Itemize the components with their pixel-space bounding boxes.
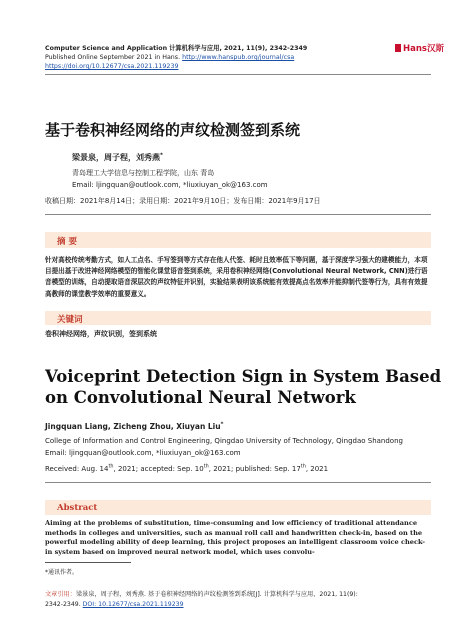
- cn-title: 基于卷积神经网络的声纹检测签到系统: [45, 121, 301, 139]
- citation-block: [45, 590, 358, 610]
- en-dates: [45, 465, 328, 473]
- cn-authors-mark: *: [160, 152, 163, 159]
- journal-name-en: Computer Science and Application: [45, 45, 168, 52]
- published-line: [45, 53, 294, 62]
- en-accepted-th: th: [203, 463, 209, 470]
- en-authors-mark: *: [220, 421, 224, 428]
- cn-affiliation-block: [72, 167, 268, 191]
- footnote-rule: [45, 562, 131, 563]
- journal-url-link[interactable]: http://www.hanspub.org/journal/csa: [182, 54, 295, 61]
- citation-line1: [45, 590, 358, 600]
- citation-line2: [45, 600, 358, 610]
- en-received-year: , 2021: [113, 465, 136, 473]
- en-accepted-year: , 2021: [208, 465, 232, 473]
- hans-logo-mark-icon: [395, 44, 401, 52]
- cn-abstract-heading-box: [45, 232, 431, 248]
- footnote: *通讯作者。: [45, 569, 79, 576]
- citation-doi-link[interactable]: DOI: 10.12677/csa.2021.119239: [82, 601, 184, 608]
- en-published-year: , 2021: [305, 465, 329, 473]
- cn-affiliation: 青岛理工大学信息与控制工程学院，山东 青岛: [72, 169, 215, 177]
- en-published: ; published: Sep. 17: [231, 465, 301, 473]
- doi-line: [45, 62, 178, 71]
- cn-dates-rule: [45, 214, 431, 215]
- en-abstract-heading: Abstract: [57, 503, 98, 513]
- en-title-line2: on Convolutional Neural Network: [45, 388, 356, 407]
- en-title: [45, 366, 441, 408]
- en-abstract-text: Aiming at the problems of substitution, time-consuming and low efficiency of traditional attendance methods in colleges and universities, such as manual roll call and handwritten check-in, based on the powerful modeling ability of deep learning, this project proposes an intelligent classroom voice check-in system based on improved neural network model, which uses convolu-: [45, 519, 426, 557]
- citation-label: 文章引用：: [45, 591, 76, 598]
- en-abstract-heading-box: [45, 500, 431, 515]
- en-received: Received: Aug. 14: [45, 465, 109, 473]
- hans-logo: [395, 42, 444, 55]
- cn-keywords-heading-box: [45, 311, 431, 325]
- hans-logo-text: Hans汉斯: [403, 44, 444, 54]
- header-rule: [45, 74, 431, 75]
- cn-authors-names: 梁景泉，周子程，刘秀燕: [72, 153, 160, 162]
- en-authors-names: Jingquan Liang, Zicheng Zhou, Xiuyan Liu: [45, 422, 221, 431]
- doi-link[interactable]: https://doi.org/10.12677/csa.2021.119239: [45, 63, 179, 70]
- en-affiliation-block: [45, 435, 403, 459]
- en-received-th: th: [108, 463, 114, 470]
- en-dates-rule: [45, 482, 431, 483]
- journal-header: [45, 44, 307, 53]
- en-title-line1: Voiceprint Detection Sign in System Based: [45, 367, 442, 386]
- volume-info: , 2021, 11(9), 2342-2349: [219, 45, 308, 52]
- en-published-th: th: [300, 463, 306, 470]
- cn-keywords-heading: 关键词: [57, 315, 83, 325]
- cn-keywords: 卷积神经网络，声纹识别，签到系统: [45, 330, 157, 338]
- en-authors: [45, 422, 223, 431]
- journal-name-cn: 计算机科学与应用: [169, 45, 220, 52]
- cn-dates: 收稿日期：2021年8月14日；录用日期：2021年9月10日；发布日期：2021年9月17日: [45, 197, 321, 205]
- cn-abstract-text: 针对高校传统考勤方式，如人工点名、手写签到等方式存在他人代签、耗时且效率低下等问题，基于深度学习强大的建模能力，本项目提出基于改进神经网络模型的智能化课堂语音签到系统，采用卷积神经网络(Convolutional Neural Network, CNN)进行语音模型的训练，自动提取语音深层次的声纹特征并识别，实验结果表明该系统能有效提高点名效率并能抑制代签等行为，具有有效提高教师的课堂教学效率的重要意义。: [45, 256, 428, 298]
- en-email: Email: ljingquan@outlook.com, *liuxiuyan_ok@163.com: [45, 449, 241, 457]
- citation-text: 梁景泉，周子程，刘秀燕. 基于卷积神经网络的声纹检测签到系统[J]. 计算机科学与应用，2021, 11(9):: [75, 591, 358, 598]
- en-accepted: ; accepted: Sep. 10: [135, 465, 204, 473]
- cn-authors: [72, 152, 163, 163]
- cn-abstract-heading: 摘 要: [57, 237, 77, 247]
- citation-pages: 2342-2349.: [45, 601, 81, 608]
- en-affiliation: College of Information and Control Engineering, Qingdao University of Technology, Qingdao Shandong: [45, 437, 403, 445]
- cn-email: Email: ljingquan@outlook.com, *liuxiuyan_ok@163.com: [72, 181, 268, 189]
- published-prefix: Published Online September 2021 in Hans.: [45, 54, 181, 61]
